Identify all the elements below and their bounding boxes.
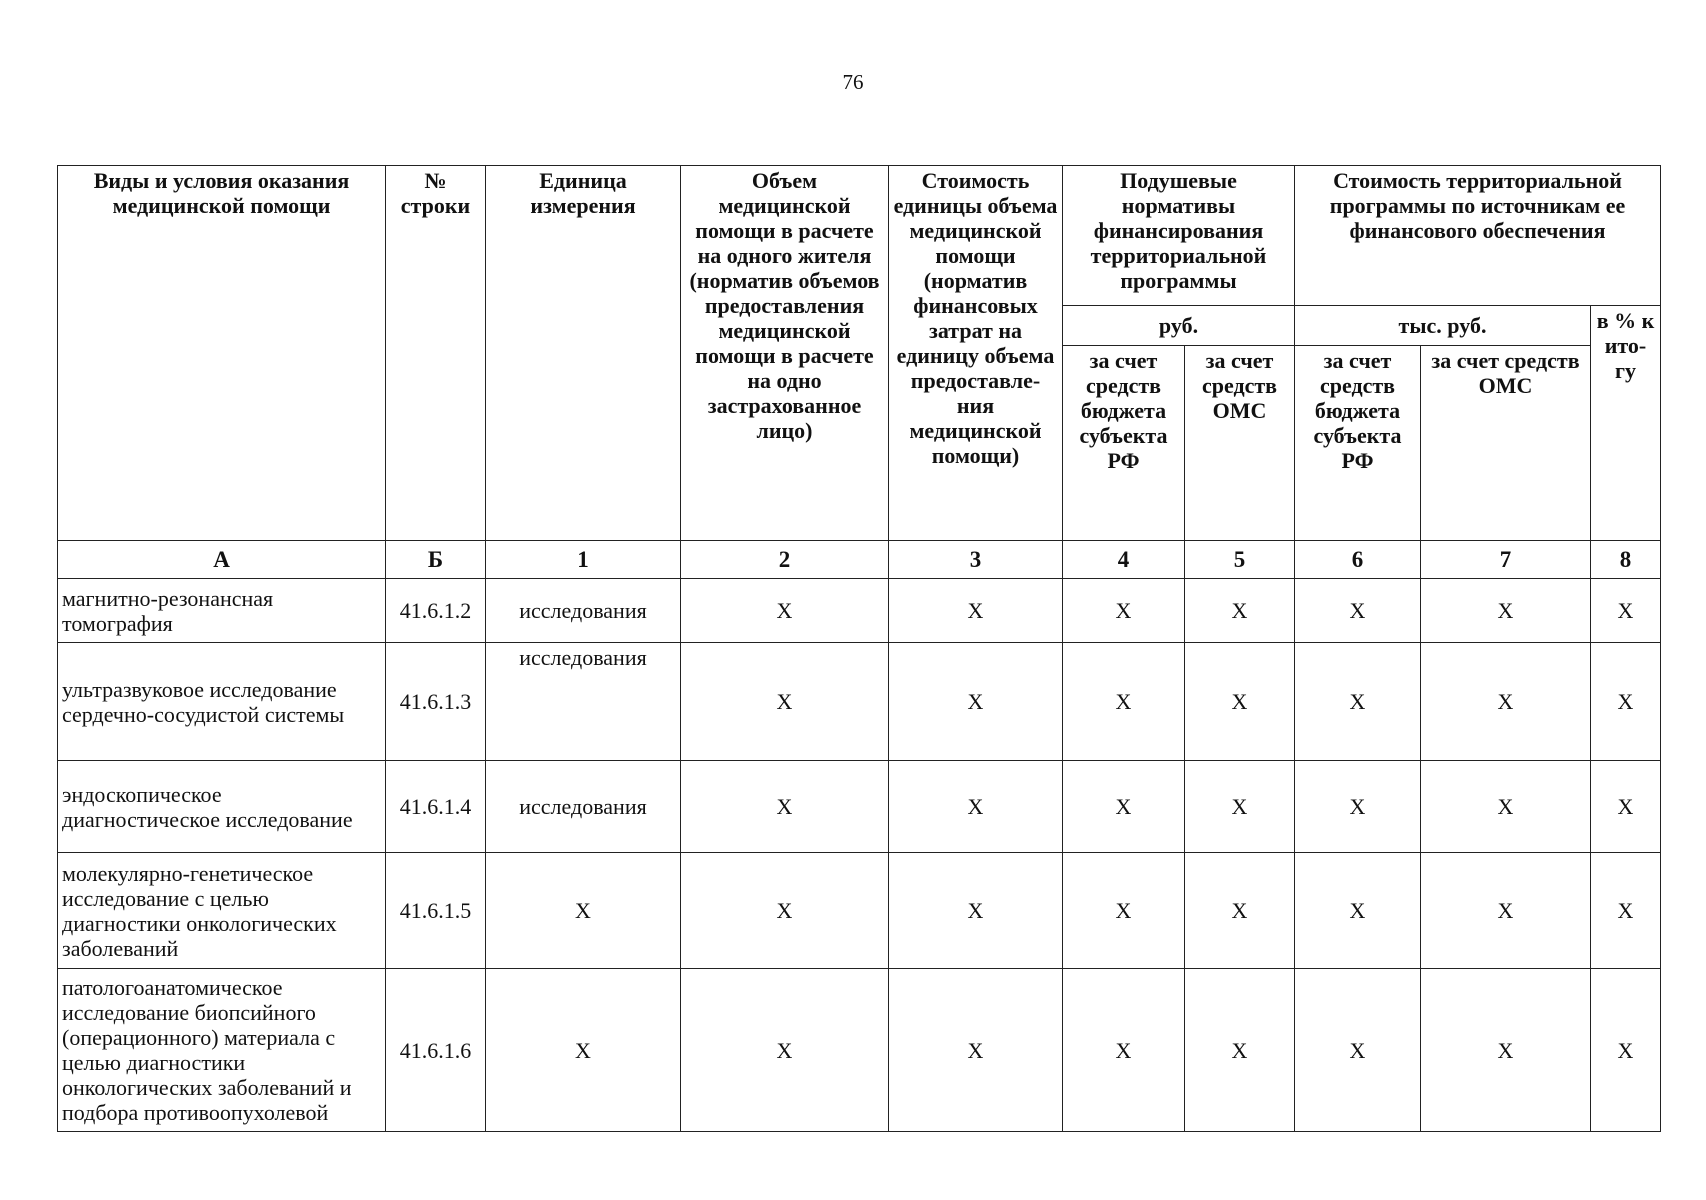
row-value: X xyxy=(889,579,1063,643)
row-name: ультразвуковое исследование сердечно-сосудистой системы xyxy=(58,643,386,761)
row-value: X xyxy=(1421,853,1591,969)
column-letter: 7 xyxy=(1421,541,1591,579)
row-name: магнитно-резонансная томография xyxy=(58,579,386,643)
header-row-no: № строки xyxy=(386,166,486,541)
row-value: X xyxy=(1421,761,1591,853)
table-row xyxy=(58,761,1661,853)
row-value: X xyxy=(1591,853,1661,969)
header-types: Виды и условия оказания медицинской помощи xyxy=(58,166,386,541)
header-oms-thousand: за счет средств ОМС xyxy=(1421,346,1591,541)
header-volume: Объем медицинской помощи в расчете на одного жителя (норматив объемов предоставления медицинской помощи в расчете на одно застрахованное лицо) xyxy=(681,166,889,541)
row-value: X xyxy=(1063,643,1185,761)
column-letter: 4 xyxy=(1063,541,1185,579)
column-letter: А xyxy=(58,541,386,579)
row-value: X xyxy=(1185,969,1295,1132)
row-unit: исследования xyxy=(486,761,681,853)
row-number: 41.6.1.4 xyxy=(386,761,486,853)
column-letters-row xyxy=(58,541,1661,579)
row-value: X xyxy=(1185,853,1295,969)
row-value: X xyxy=(889,853,1063,969)
table-row xyxy=(58,853,1661,969)
row-value: X xyxy=(681,761,889,853)
header-unit-thousand-rub: тыс. руб. xyxy=(1295,306,1591,346)
row-name: молекулярно-генетическое исследование с целью диагностики онкологических заболеваний xyxy=(58,853,386,969)
row-number: 41.6.1.3 xyxy=(386,643,486,761)
header-oms-rub: за счет средств ОМС xyxy=(1185,346,1295,541)
row-value: X xyxy=(681,579,889,643)
row-value: X xyxy=(1591,643,1661,761)
column-letter: 3 xyxy=(889,541,1063,579)
row-value: X xyxy=(681,969,889,1132)
header-percapita: Подушевые нормативы финансирования территориальной программы xyxy=(1063,166,1295,306)
row-value: X xyxy=(1063,853,1185,969)
row-unit: X xyxy=(486,969,681,1132)
column-letter: Б xyxy=(386,541,486,579)
page-number: 76 xyxy=(842,70,864,94)
row-value: X xyxy=(1295,579,1421,643)
row-value: X xyxy=(1591,969,1661,1132)
row-value: X xyxy=(889,761,1063,853)
row-value: X xyxy=(1421,643,1591,761)
header-unit-rub: руб. xyxy=(1063,306,1295,346)
column-letter: 1 xyxy=(486,541,681,579)
row-value: X xyxy=(1421,579,1591,643)
row-value: X xyxy=(889,969,1063,1132)
row-value: X xyxy=(1295,643,1421,761)
row-value: X xyxy=(1063,761,1185,853)
row-value: X xyxy=(1295,761,1421,853)
row-value: X xyxy=(1063,579,1185,643)
row-number: 41.6.1.5 xyxy=(386,853,486,969)
row-value: X xyxy=(1295,969,1421,1132)
header-budget-thousand: за счет средств бюджета субъекта РФ xyxy=(1295,346,1421,541)
header-program-cost: Стоимость территориальной программы по источникам ее финансового обеспечения xyxy=(1295,166,1661,306)
financing-table xyxy=(57,165,1661,1132)
row-number: 41.6.1.6 xyxy=(386,969,486,1132)
column-letter: 8 xyxy=(1591,541,1661,579)
row-value: X xyxy=(1591,761,1661,853)
row-value: X xyxy=(1185,643,1295,761)
header-percent-of-total: в % к ито-гу xyxy=(1591,306,1661,541)
row-value: X xyxy=(1185,579,1295,643)
header-cost: Стоимость единицы объема медицинской помощи (норматив финансовых затрат на единицу объема предоставле-ния медицинской помощи) xyxy=(889,166,1063,541)
row-value: X xyxy=(1185,761,1295,853)
header-unit: Единица измерения xyxy=(486,166,681,541)
row-value: X xyxy=(1591,579,1661,643)
row-value: X xyxy=(1063,969,1185,1132)
row-value: X xyxy=(681,853,889,969)
row-name: эндоскопическое диагностическое исследование xyxy=(58,761,386,853)
row-value: X xyxy=(889,643,1063,761)
row-unit: исследования xyxy=(486,579,681,643)
row-unit: X xyxy=(486,853,681,969)
header-budget-rub: за счет средств бюджета субъекта РФ xyxy=(1063,346,1185,541)
table-row xyxy=(58,643,1661,761)
column-letter: 6 xyxy=(1295,541,1421,579)
row-value: X xyxy=(1295,853,1421,969)
column-letter: 5 xyxy=(1185,541,1295,579)
row-number: 41.6.1.2 xyxy=(386,579,486,643)
row-unit: исследования xyxy=(486,643,681,761)
row-name: патологоанатомическое исследование биопсийного (операционного) материала с целью диагностики онкологических заболеваний и подбора противоопухолевой xyxy=(58,969,386,1132)
row-value: X xyxy=(1421,969,1591,1132)
table-row xyxy=(58,579,1661,643)
column-letter: 2 xyxy=(681,541,889,579)
table-row xyxy=(58,969,1661,1132)
row-value: X xyxy=(681,643,889,761)
